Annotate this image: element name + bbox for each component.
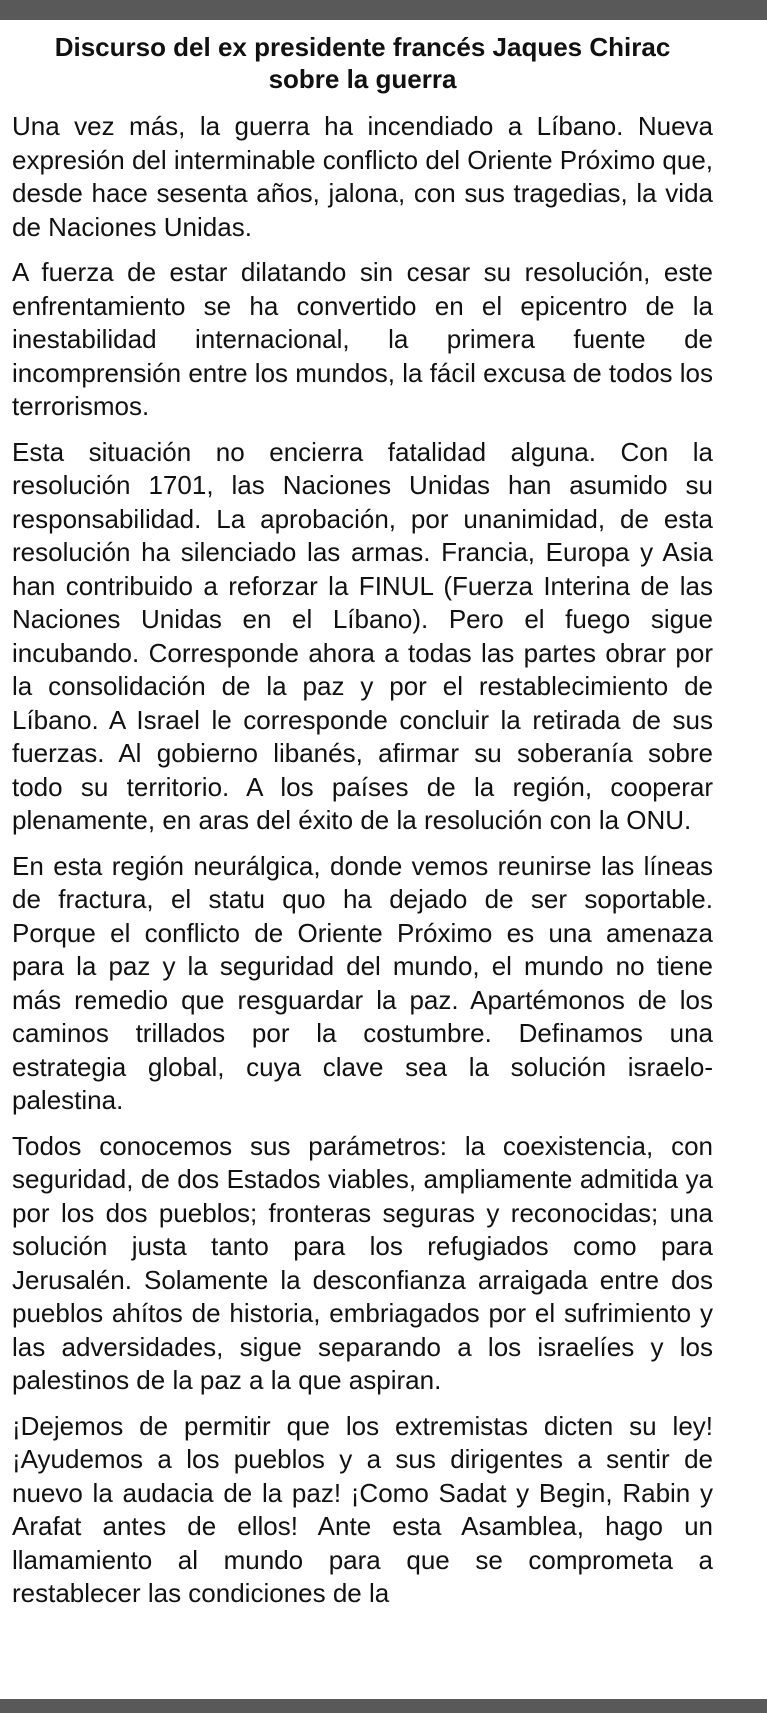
bottom-scroll-bar [0, 1699, 767, 1713]
document-title [12, 31, 713, 95]
title-line-2: sobre la guerra [268, 64, 457, 94]
top-status-bar [0, 0, 767, 20]
paragraph-5: Todos conocemos sus parámetros: la coexistencia, con seguridad, de dos Estados viables, ampliamente admitida ya por los dos pueblos; fronteras seguras y reconocidas; una solución justa tanto para los refugiados como para Jerusalén. Solamente la desconfianza arraigada entre dos pueblos ahítos de historia, embriagados por el sufrimiento y las adversidades, sigue separando a los israelíes y los palestinos de la paz a la que aspiran. [12, 1130, 713, 1395]
document-body [12, 31, 713, 1623]
paragraph-4: En esta región neurálgica, donde vemos reunirse las líneas de fractura, el statu quo ha dejado de ser soportable. Porque el conflicto de Oriente Próximo es una amenaza para la paz y la seguridad del mundo, el mundo no tiene más remedio que resguardar la paz. Apartémonos de los caminos trillados por la costumbre. Definamos una estrategia global, cuya clave sea la solución israelo-palestina. [12, 850, 713, 1115]
paragraph-6: ¡Dejemos de permitir que los extremistas dicten su ley! ¡Ayudemos a los pueblos y a sus dirigentes a sentir de nuevo la audacia de la paz! ¡Como Sadat y Begin, Rabin y Arafat antes de ellos! Ante esta Asamblea, hago un llamamiento al mundo para que se comprometa a restablecer las condiciones de la [12, 1410, 713, 1608]
paragraph-2: A fuerza de estar dilatando sin cesar su resolución, este enfrentamiento se ha convertido en el epicentro de la inestabilidad internacional, la primera fuente de incomprensión entre los mundos, la fácil excusa de todos los terrorismos. [12, 257, 713, 421]
paragraph-3: Esta situación no encierra fatalidad alguna. Con la resolución 1701, las Naciones Unidas han asumido su responsabilidad. La aprobación, por unanimidad, de esta resolución ha silenciado las armas. Francia, Europa y Asia han contribuido a reforzar la FINUL (Fuerza Interina de las Naciones Unidas en el Líbano). Pero el fuego sigue incubando. Corresponde ahora a todas las partes obrar por la consolidación de la paz y por el restablecimiento de Líbano. A Israel le corresponde concluir la retirada de sus fuerzas. Al gobierno libanés, afirmar su soberanía sobre todo su territorio. A los países de la región, cooperar plenamente, en aras del éxito de la resolución con la ONU. [12, 436, 713, 835]
paragraph-1: Una vez más, la guerra ha incendiado a Líbano. Nueva expresión del interminable conflicto del Oriente Próximo que, desde hace sesenta años, jalona, con sus tragedias, la vida de Naciones Unidas. [12, 111, 713, 242]
title-line-1: Discurso del ex presidente francés Jaques Chirac [54, 32, 671, 62]
